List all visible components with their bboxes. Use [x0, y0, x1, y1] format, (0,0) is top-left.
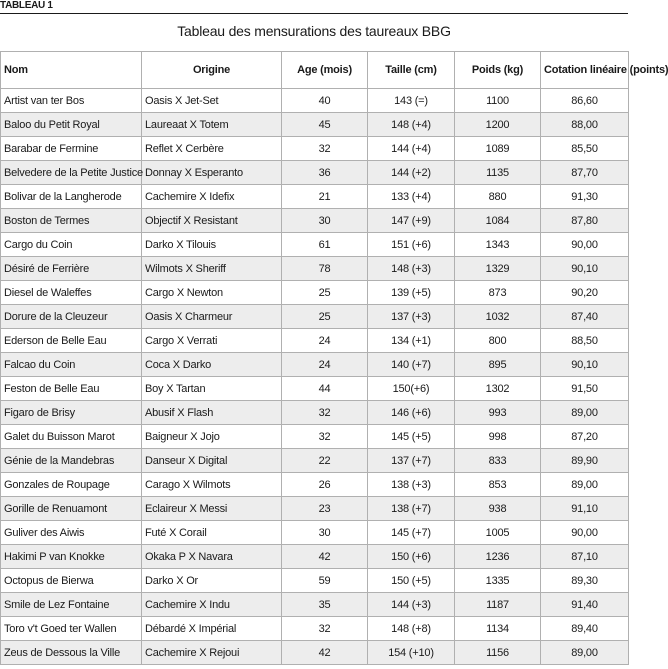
cell-origine: Eclaireur X Messi — [142, 497, 282, 521]
cell-origine: Donnay X Esperanto — [142, 161, 282, 185]
cell-nom: Zeus de Dessous la Ville — [1, 641, 142, 665]
cell-poids: 1343 — [455, 233, 541, 257]
cell-age: 32 — [282, 425, 368, 449]
cell-poids: 1084 — [455, 209, 541, 233]
cell-poids: 1156 — [455, 641, 541, 665]
cell-taille: 148 (+8) — [368, 617, 455, 641]
cell-nom: Gonzales de Roupage — [1, 473, 142, 497]
cell-poids: 993 — [455, 401, 541, 425]
cell-origine: Carago X Wilmots — [142, 473, 282, 497]
cell-poids: 1335 — [455, 569, 541, 593]
table-row — [1, 137, 629, 161]
cell-age: 78 — [282, 257, 368, 281]
cell-origine: Laureaat X Totem — [142, 113, 282, 137]
cell-taille: 139 (+5) — [368, 281, 455, 305]
cell-origine: Coca X Darko — [142, 353, 282, 377]
cell-poids: 1032 — [455, 305, 541, 329]
cell-cotation: 89,00 — [541, 641, 629, 665]
cell-age: 61 — [282, 233, 368, 257]
cell-age: 45 — [282, 113, 368, 137]
cell-nom: Octopus de Bierwa — [1, 569, 142, 593]
cell-poids: 1329 — [455, 257, 541, 281]
cell-taille: 148 (+4) — [368, 113, 455, 137]
cell-nom: Boston de Termes — [1, 209, 142, 233]
cell-origine: Reflet X Cerbère — [142, 137, 282, 161]
cell-cotation: 91,50 — [541, 377, 629, 401]
cell-nom: Falcao du Coin — [1, 353, 142, 377]
cell-age: 25 — [282, 281, 368, 305]
table-row — [1, 545, 629, 569]
cell-nom: Hakimi P van Knokke — [1, 545, 142, 569]
column-header-taille: Taille (cm) — [368, 52, 455, 89]
cell-cotation: 90,10 — [541, 353, 629, 377]
cell-age: 30 — [282, 209, 368, 233]
column-header-origine: Origine — [142, 52, 282, 89]
cell-nom: Baloo du Petit Royal — [1, 113, 142, 137]
cell-poids: 1005 — [455, 521, 541, 545]
cell-taille: 143 (=) — [368, 89, 455, 113]
cell-nom: Barabar de Fermine — [1, 137, 142, 161]
table-row — [1, 89, 629, 113]
cell-age: 32 — [282, 137, 368, 161]
cell-origine: Cargo X Verrati — [142, 329, 282, 353]
cell-taille: 138 (+3) — [368, 473, 455, 497]
cell-age: 59 — [282, 569, 368, 593]
column-header-nom: Nom — [1, 52, 142, 89]
cell-cotation: 89,40 — [541, 617, 629, 641]
cell-poids: 1187 — [455, 593, 541, 617]
cell-age: 23 — [282, 497, 368, 521]
cell-poids: 895 — [455, 353, 541, 377]
cell-cotation: 90,20 — [541, 281, 629, 305]
table-row — [1, 641, 629, 665]
cell-age: 26 — [282, 473, 368, 497]
cell-origine: Danseur X Digital — [142, 449, 282, 473]
cell-age: 42 — [282, 545, 368, 569]
cell-poids: 1135 — [455, 161, 541, 185]
cell-nom: Galet du Buisson Marot — [1, 425, 142, 449]
cell-age: 32 — [282, 401, 368, 425]
cell-cotation: 91,30 — [541, 185, 629, 209]
cell-poids: 833 — [455, 449, 541, 473]
cell-taille: 140 (+7) — [368, 353, 455, 377]
cell-taille: 148 (+3) — [368, 257, 455, 281]
cell-cotation: 86,60 — [541, 89, 629, 113]
cell-age: 44 — [282, 377, 368, 401]
cell-taille: 144 (+2) — [368, 161, 455, 185]
cell-cotation: 89,00 — [541, 401, 629, 425]
cell-poids: 1200 — [455, 113, 541, 137]
cell-origine: Abusif X Flash — [142, 401, 282, 425]
cell-nom: Génie de la Mandebras — [1, 449, 142, 473]
cell-taille: 154 (+10) — [368, 641, 455, 665]
table-row — [1, 233, 629, 257]
table-title: Tableau des mensurations des taureaux BBG — [177, 23, 451, 39]
cell-taille: 138 (+7) — [368, 497, 455, 521]
cell-taille: 145 (+5) — [368, 425, 455, 449]
cell-taille: 137 (+7) — [368, 449, 455, 473]
cell-origine: Débardé X Impérial — [142, 617, 282, 641]
cell-origine: Boy X Tartan — [142, 377, 282, 401]
cell-poids: 1302 — [455, 377, 541, 401]
cell-poids: 1089 — [455, 137, 541, 161]
table-row — [1, 281, 629, 305]
cell-taille: 137 (+3) — [368, 305, 455, 329]
cell-origine: Oasis X Charmeur — [142, 305, 282, 329]
table-row — [1, 449, 629, 473]
cell-origine: Okaka P X Navara — [142, 545, 282, 569]
table-row — [1, 185, 629, 209]
cell-cotation: 85,50 — [541, 137, 629, 161]
cell-nom: Dorure de la Cleuzeur — [1, 305, 142, 329]
cell-origine: Darko X Tilouis — [142, 233, 282, 257]
cell-age: 24 — [282, 353, 368, 377]
cell-age: 24 — [282, 329, 368, 353]
column-header-age: Age (mois) — [282, 52, 368, 89]
cell-origine: Cachemire X Rejoui — [142, 641, 282, 665]
cell-nom: Smile de Lez Fontaine — [1, 593, 142, 617]
table-row — [1, 353, 629, 377]
cell-origine: Baigneur X Jojo — [142, 425, 282, 449]
cell-cotation: 88,00 — [541, 113, 629, 137]
cell-taille: 151 (+6) — [368, 233, 455, 257]
cell-origine: Cachemire X Indu — [142, 593, 282, 617]
cell-taille: 145 (+7) — [368, 521, 455, 545]
table-row — [1, 161, 629, 185]
cell-age: 30 — [282, 521, 368, 545]
cell-nom: Belvedere de la Petite Justice — [1, 161, 142, 185]
cell-nom: Cargo du Coin — [1, 233, 142, 257]
table-row — [1, 473, 629, 497]
cell-taille: 144 (+4) — [368, 137, 455, 161]
table-body — [1, 89, 629, 665]
cell-cotation: 87,80 — [541, 209, 629, 233]
cell-taille: 150 (+6) — [368, 545, 455, 569]
cell-nom: Désiré de Ferrière — [1, 257, 142, 281]
cell-poids: 800 — [455, 329, 541, 353]
cell-cotation: 89,90 — [541, 449, 629, 473]
cell-poids: 853 — [455, 473, 541, 497]
cell-age: 35 — [282, 593, 368, 617]
cell-origine: Objectif X Resistant — [142, 209, 282, 233]
table-row — [1, 305, 629, 329]
table-row — [1, 401, 629, 425]
table-row — [1, 593, 629, 617]
column-header-cotation: Cotation linéaire (points) — [541, 52, 629, 89]
cell-taille: 144 (+3) — [368, 593, 455, 617]
measurements-table — [0, 51, 668, 665]
cell-origine: Wilmots X Sheriff — [142, 257, 282, 281]
cell-age: 22 — [282, 449, 368, 473]
cell-nom: Guliver des Aiwis — [1, 521, 142, 545]
table-header-row — [1, 52, 629, 89]
cell-taille: 134 (+1) — [368, 329, 455, 353]
cell-taille: 147 (+9) — [368, 209, 455, 233]
cell-taille: 150(+6) — [368, 377, 455, 401]
label-divider — [0, 13, 628, 14]
cell-poids: 998 — [455, 425, 541, 449]
table-label: TABLEAU 1 — [0, 0, 53, 11]
table-row — [1, 521, 629, 545]
table-row — [1, 569, 629, 593]
cell-poids: 1134 — [455, 617, 541, 641]
cell-nom: Artist van ter Bos — [1, 89, 142, 113]
cell-cotation: 90,00 — [541, 233, 629, 257]
table-row — [1, 377, 629, 401]
table-row — [1, 209, 629, 233]
cell-origine: Futé X Corail — [142, 521, 282, 545]
cell-taille: 133 (+4) — [368, 185, 455, 209]
table-row — [1, 497, 629, 521]
table-row — [1, 113, 629, 137]
cell-nom: Gorille de Renuamont — [1, 497, 142, 521]
cell-nom: Feston de Belle Eau — [1, 377, 142, 401]
cell-origine: Oasis X Jet-Set — [142, 89, 282, 113]
cell-cotation: 87,40 — [541, 305, 629, 329]
cell-nom: Ederson de Belle Eau — [1, 329, 142, 353]
table-row — [1, 425, 629, 449]
cell-taille: 146 (+6) — [368, 401, 455, 425]
cell-nom: Bolivar de la Langherode — [1, 185, 142, 209]
cell-cotation: 88,50 — [541, 329, 629, 353]
cell-poids: 938 — [455, 497, 541, 521]
cell-cotation: 89,00 — [541, 473, 629, 497]
cell-poids: 1236 — [455, 545, 541, 569]
cell-poids: 1100 — [455, 89, 541, 113]
cell-age: 32 — [282, 617, 368, 641]
cell-cotation: 87,70 — [541, 161, 629, 185]
table-row — [1, 257, 629, 281]
cell-nom: Figaro de Brisy — [1, 401, 142, 425]
table-row — [1, 329, 629, 353]
cell-age: 36 — [282, 161, 368, 185]
cell-nom: Toro v't Goed ter Wallen — [1, 617, 142, 641]
table-row — [1, 617, 629, 641]
cell-cotation: 90,10 — [541, 257, 629, 281]
cell-cotation: 91,40 — [541, 593, 629, 617]
column-header-poids: Poids (kg) — [455, 52, 541, 89]
cell-origine: Cargo X Newton — [142, 281, 282, 305]
cell-origine: Cachemire X Idefix — [142, 185, 282, 209]
cell-age: 40 — [282, 89, 368, 113]
cell-cotation: 91,10 — [541, 497, 629, 521]
cell-origine: Darko X Or — [142, 569, 282, 593]
cell-cotation: 87,20 — [541, 425, 629, 449]
cell-age: 21 — [282, 185, 368, 209]
cell-poids: 880 — [455, 185, 541, 209]
cell-cotation: 90,00 — [541, 521, 629, 545]
cell-age: 25 — [282, 305, 368, 329]
cell-nom: Diesel de Waleffes — [1, 281, 142, 305]
cell-poids: 873 — [455, 281, 541, 305]
cell-cotation: 87,10 — [541, 545, 629, 569]
cell-taille: 150 (+5) — [368, 569, 455, 593]
cell-age: 42 — [282, 641, 368, 665]
cell-cotation: 89,30 — [541, 569, 629, 593]
